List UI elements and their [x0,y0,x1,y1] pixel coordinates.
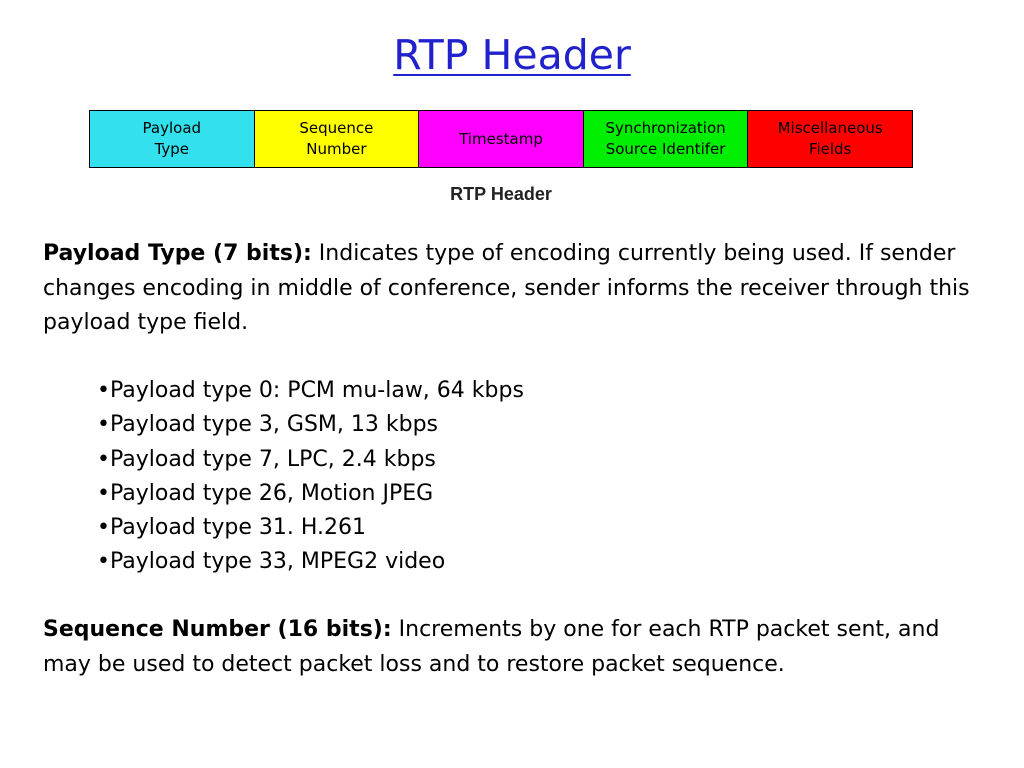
slide-title: RTP Header [393,31,631,79]
payload-type-examples [97,374,524,580]
sequence-number-term: Sequence Number (16 bits): [43,617,392,642]
field-sequence-number: Sequence Number [255,111,420,167]
field-payload-type: Payload Type [90,111,255,167]
list-item: •Payload type 7, LPC, 2.4 kbps [97,446,436,472]
sequence-number-description: Increments by one for each RTP packet sent, and may be used to detect packet loss and to restore packet sequence. [43,617,940,677]
sequence-number-paragraph [43,613,983,682]
list-item: •Payload type 3, GSM, 13 kbps [97,412,438,438]
rtp-header-diagram [89,110,913,168]
field-timestamp: Timestamp [419,111,584,167]
list-item: •Payload type 33, MPEG2 video [97,549,446,575]
list-item: •Payload type 0: PCM mu-law, 64 kbps [97,378,524,403]
field-sync-source-identifier: Synchronization Source Identifer [584,111,749,167]
payload-type-term: Payload Type (7 bits): [43,241,312,266]
field-miscellaneous: Miscellaneous Fields [748,111,912,167]
diagram-caption: RTP Header [450,184,552,204]
payload-type-paragraph [43,237,983,341]
list-item: •Payload type 31. H.261 [97,515,367,541]
payload-type-description: Indicates type of encoding currently being used. If sender changes encoding in middle of conference, sender informs the receiver through this payload type field. [43,241,970,335]
list-item: •Payload type 26, Motion JPEG [97,480,434,506]
